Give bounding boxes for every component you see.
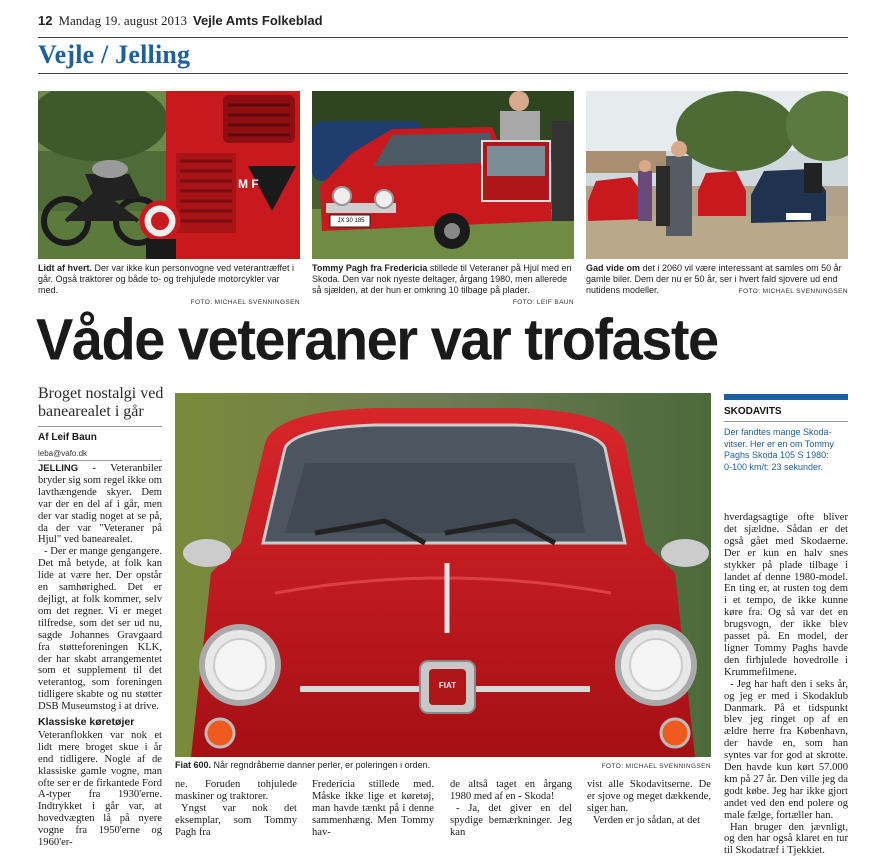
photo-fiat-600 xyxy=(175,393,711,757)
factbox-text: Der fandtes mange Skoda-vitser. Her er en om Tommy Paghs Skoda 105 S 1980: xyxy=(724,427,834,460)
author-email: leba@vafo.dk xyxy=(38,449,88,458)
headline: Våde veteraner var trofaste xyxy=(36,306,718,373)
column-4-text: de altså taget en årgang 1980 med af en - Skoda! xyxy=(450,779,572,802)
byline: Af Leif Baun xyxy=(38,432,97,443)
factbox-rule xyxy=(724,421,848,422)
page-number: 12 xyxy=(38,13,53,28)
article-column-4 xyxy=(450,779,572,839)
caption-photo-1 xyxy=(38,263,300,308)
subhead: Klassiske køretøjer xyxy=(38,716,135,729)
article-paragraph-3: Veteranflokken var nok et lidt mere broget skue i år end tidligere. Nogle af de klassiske gamle vogne, man ofte ser er de firkantede Ford A-typer fra 1930'erne. Indtrykket i går var, at hovedvægten lå på nyere vogne fra 1950'erne og 1960'er- xyxy=(38,729,162,849)
section-rule xyxy=(38,73,848,74)
column-6-paragraph-2: - Jeg har haft den i seks år, og jeg er med i Skodaklub Danmark. På et tidspunkt blev jeg ringet op af en ældre herre fra København, der havde en, som han syntes var for god at skrotte. Den havde kun kørt 57.000 km på 27 år. Den ville jeg da godt købe. Jeg har ikke gjort andet ved den end polere og male fælge, fortæller han. xyxy=(724,678,848,821)
skoda-license-plate: JX 30 185 xyxy=(337,218,365,224)
deck: Broget nostalgi ved banearealet i går xyxy=(38,385,164,420)
column-4-paragraph: - Ja, det giver en del spydige bemærkninger. Jeg kan xyxy=(450,802,572,838)
factbox xyxy=(724,394,848,473)
folio-rule xyxy=(38,37,848,38)
caption-2-credit: FOTO: LEIF BAUN xyxy=(512,299,574,306)
dateline: JELLING xyxy=(38,463,79,474)
article-column-1 xyxy=(38,463,162,849)
caption-1-credit: FOTO: MICHAEL SVENNINGSEN xyxy=(190,299,300,306)
photo-old-cars-gathering xyxy=(586,91,848,259)
main-caption-lead: Fiat 600. xyxy=(175,760,212,770)
article-intro: - Veteranbiler bryder sig som regel ikke om lavthængende skyer. Dem var der en del af i går, men der var stadig noget at se på, da der var "Veteraner på Hjul" ved banearealet. xyxy=(38,463,162,546)
column-5-paragraph: Verden er jo sådan, at det xyxy=(593,814,701,826)
photo-skoda xyxy=(312,91,574,259)
article-column-3 xyxy=(312,779,434,839)
column-5-text: vist alle Skodavitserne. De er sjove og meget dækkende, siger han. xyxy=(587,779,711,814)
caption-2-text: stillede til Veteraner på Hjul med en Skoda. Den var nok nyeste deltager, årgang 1980, men allerede så sjælden, at der hun er omkring 10 tilbage på plader. xyxy=(312,263,572,295)
column-6-paragraph-3: Han bruger den jævnligt, og den har også klaret en tur til Skodatræf i Tjekkiet. xyxy=(724,821,848,857)
caption-photo-2 xyxy=(312,263,574,308)
byline-rule xyxy=(38,460,162,461)
caption-main-photo xyxy=(175,760,711,772)
caption-3-credit: FOTO: MICHAEL SVENNINGSEN xyxy=(738,288,848,295)
factbox-title: SKODAVITS xyxy=(724,406,782,417)
caption-2-lead: Tommy Pagh fra Fredericia xyxy=(312,263,428,273)
column-6-paragraph-1: hverdagsagtige ofte bliver det sjældne. Sådan er det også gået med Skodaerne. Der er kun en halv snes stykker på plade tilbage i landet af denne 1980-model. En ting er, at rusten tog dem i et tempo, de ikke kunne køre fra. Og så var det en brugsvogn, der ikke blev passet på. En model, der ligner Tommy Paghs havde den firhjulede hovedrolle i Krummefilmene. xyxy=(724,512,848,678)
caption-photo-3 xyxy=(586,263,848,297)
main-caption-text: Når regndråberne danner perler, er poleringen i orden. xyxy=(211,760,431,770)
factbox-punchline: 0-100 km/t: 23 sekunder. xyxy=(724,461,824,472)
fiat-badge: FIAT xyxy=(438,681,457,690)
article-paragraph-2: - Der er mange gengangere. Det må betyde, at folk kan lide at være her. Der opstår en samhørighed. Det er dejligt, at folk kommer, selv om det regner. Vi er meget tilfredse, som det ser ud nu, sagde Johannes Gravgaard fra støtteforeningen KLK, der har skabt arrangementet som et supplement til det veterantog, som foreningen tidligere skabte og nu støtter DSB Museumstog i at drive. xyxy=(38,546,162,713)
paper-name: Vejle Amts Folkeblad xyxy=(193,13,323,28)
factbox-bar xyxy=(724,394,848,400)
article-column-6 xyxy=(724,512,848,857)
column-2-paragraph: Yngst var nok det eksemplar, som Tommy Pagh fra xyxy=(175,802,297,838)
column-3-text: Fredericia stillede med. Måske ikke lige et køretøj, man havde tænkt på i denne sammenhæng. Men Tommy hav- xyxy=(312,779,434,838)
article-column-5 xyxy=(587,779,711,827)
caption-1-text: Der var ikke kun personvogne ved veterantræffet i går. Også traktorer og både to- og trehjulede motorcykler var med. xyxy=(38,263,294,295)
caption-1-lead: Lidt af hvert. xyxy=(38,263,93,273)
folio xyxy=(38,13,323,29)
column-2-text: ne. Foruden tohjulede maskiner og traktorer. xyxy=(175,779,297,802)
issue-date: Mandag 19. august 2013 xyxy=(58,13,188,28)
article-column-2 xyxy=(175,779,297,839)
tractor-badge: M F xyxy=(238,177,259,191)
section-title: Vejle / Jelling xyxy=(38,40,191,69)
main-caption-credit: FOTO: MICHAEL SVENNINGSEN xyxy=(601,763,711,770)
photo-tractor-motorcycle xyxy=(38,91,300,259)
caption-3-text: det i 2060 vil være interessant at samles om 50 år gamle biler. Dem der nu er 50 år, ser i hvert fald sjovere ud end nutidens modeller. xyxy=(586,263,842,295)
caption-3-lead: Gad vide om xyxy=(586,263,641,273)
deck-rule xyxy=(38,426,162,427)
